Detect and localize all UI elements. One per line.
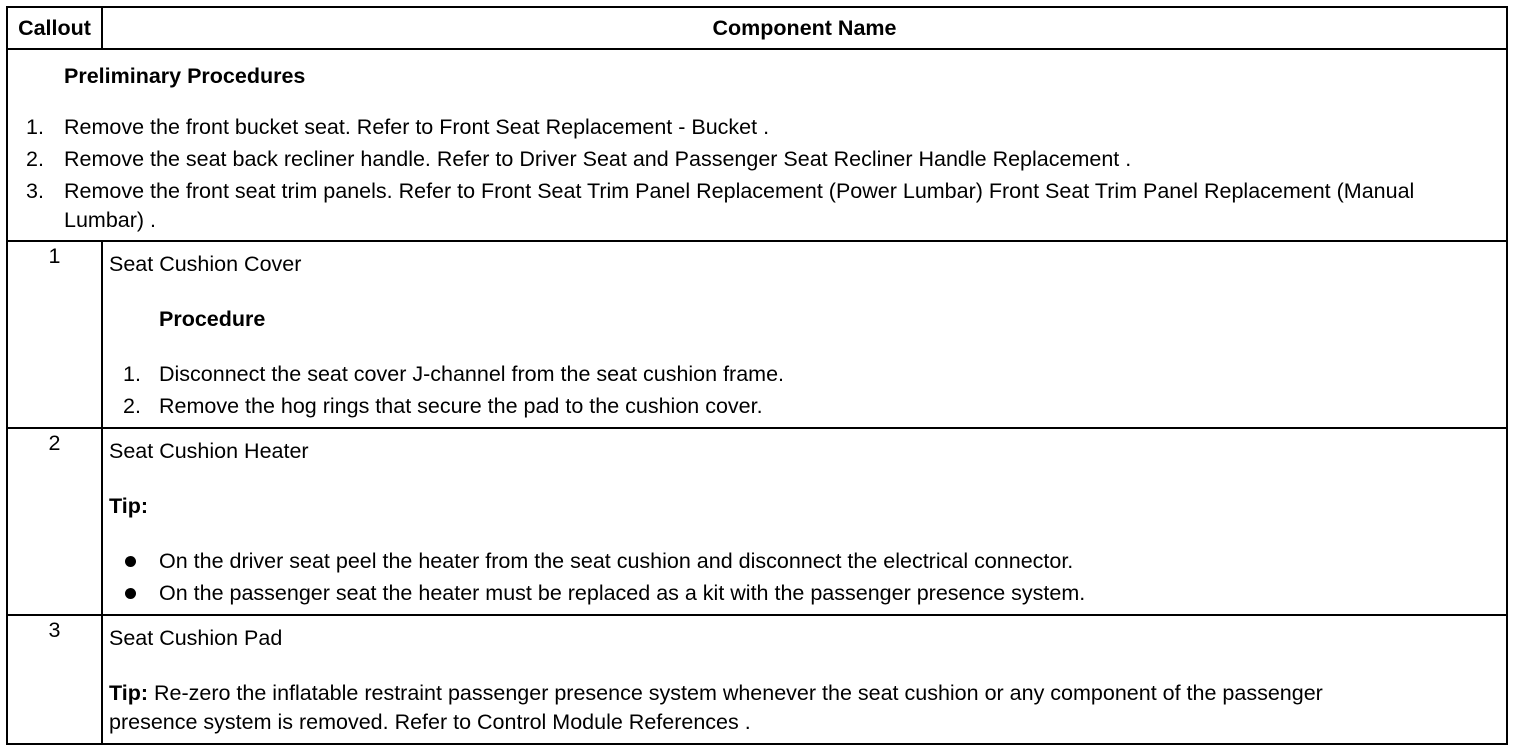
list-item xyxy=(8,145,1506,174)
tip-label: Tip: xyxy=(109,681,149,705)
preliminary-steps xyxy=(8,113,1506,235)
step-text: Remove the front bucket seat. Refer to Front Seat Replacement - Bucket . xyxy=(64,115,770,139)
callout-column-header: Callout xyxy=(7,7,102,49)
step-number: 3. xyxy=(26,179,44,203)
callout-number: 2 xyxy=(7,428,102,615)
tip-paragraph xyxy=(109,679,1506,737)
component-name: Seat Cushion Pad xyxy=(109,626,283,650)
step-number: 2. xyxy=(123,394,141,418)
component-name: Seat Cushion Heater xyxy=(109,439,309,463)
bullet-text: On the driver seat peel the heater from the seat cushion and disconnect the electrical connector. xyxy=(159,549,1074,573)
list-item xyxy=(8,113,1506,142)
component-cell xyxy=(102,428,1507,615)
preliminary-row xyxy=(7,49,1507,241)
preliminary-cell xyxy=(7,49,1507,241)
tip-title: Tip: xyxy=(109,494,149,518)
component-name: Seat Cushion Cover xyxy=(109,252,302,276)
component-cell xyxy=(102,615,1507,744)
component-table xyxy=(6,6,1508,745)
component-cell xyxy=(102,241,1507,428)
step-text: Remove the front seat trim panels. Refer to Front Seat Trim Panel Replacement (Power Lumbar) Front Seat Trim Panel Replacement (Manual Lumbar) . xyxy=(64,179,1415,232)
procedure-title: Procedure xyxy=(159,307,266,331)
list-item xyxy=(103,579,1506,608)
step-number: 1. xyxy=(123,362,141,386)
step-number: 1. xyxy=(26,115,44,139)
table-row xyxy=(7,241,1507,428)
table-row xyxy=(7,615,1507,744)
step-text: Disconnect the seat cover J-channel from the seat cushion frame. xyxy=(159,362,785,386)
callout-number: 3 xyxy=(7,615,102,744)
component-name-column-header: Component Name xyxy=(102,7,1507,49)
step-number: 2. xyxy=(26,147,44,171)
step-text: Remove the hog rings that secure the pad to the cushion cover. xyxy=(159,394,763,418)
procedure-steps xyxy=(103,360,1506,421)
tip-bullets xyxy=(103,547,1506,608)
list-item xyxy=(103,392,1506,421)
table-header-row xyxy=(7,7,1507,49)
list-item xyxy=(103,360,1506,389)
tip-text: Re-zero the inflatable restraint passenger presence system whenever the seat cushion or any component of the passenger presence system is removed. Refer to Control Module References . xyxy=(109,681,1323,734)
bullet-icon xyxy=(125,556,136,567)
table-row xyxy=(7,428,1507,615)
list-item xyxy=(8,177,1506,235)
list-item xyxy=(103,547,1506,576)
bullet-text: On the passenger seat the heater must be replaced as a kit with the passenger presence system. xyxy=(159,581,1086,605)
callout-number: 1 xyxy=(7,241,102,428)
step-text: Remove the seat back recliner handle. Refer to Driver Seat and Passenger Seat Recliner Handle Replacement . xyxy=(64,147,1132,171)
preliminary-title: Preliminary Procedures xyxy=(64,64,306,88)
bullet-icon xyxy=(125,588,136,599)
